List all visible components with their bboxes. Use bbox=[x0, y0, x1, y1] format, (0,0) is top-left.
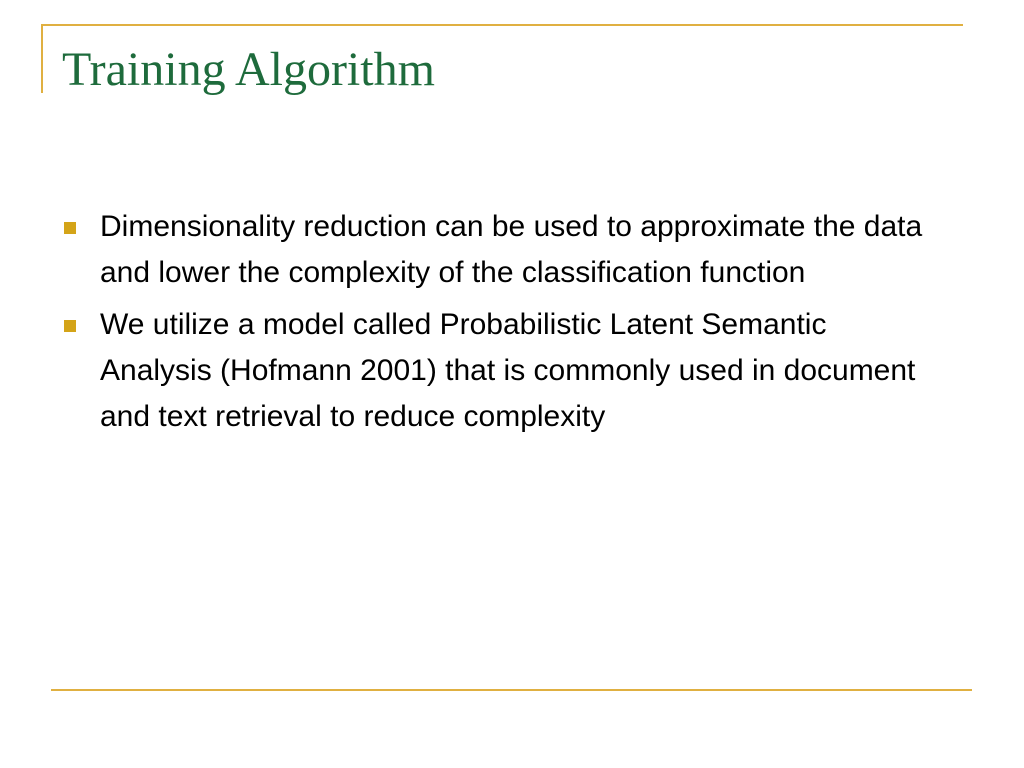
bullet-text: We utilize a model called Probabilistic Latent Semantic Analysis (Hofmann 2001) that is commonly used in document and text retrieval to reduce complexity bbox=[100, 308, 916, 433]
slide-title: Training Algorithm bbox=[62, 43, 435, 96]
square-bullet-icon bbox=[64, 320, 76, 332]
accent-line-bottom bbox=[51, 689, 972, 691]
accent-line-top bbox=[41, 24, 963, 26]
bullet-text: Dimensionality reduction can be used to approximate the data and lower the complexity of the classification function bbox=[100, 210, 923, 289]
bullet-list bbox=[62, 204, 942, 446]
square-bullet-icon bbox=[64, 222, 76, 234]
bullet-item bbox=[62, 204, 942, 296]
accent-line-vertical bbox=[41, 25, 43, 93]
bullet-item bbox=[62, 302, 942, 440]
